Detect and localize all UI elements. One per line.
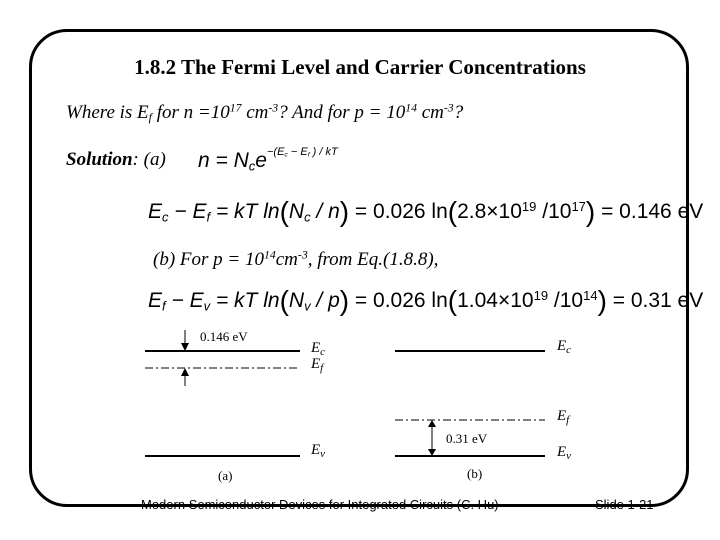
equation-electron-density: $n = N_ce^{-(E_c - E_f ) / kT}$ — [198, 146, 338, 174]
equation-ec-minus-ef: $E_c - E_f$ = kT $\ln(N_c / n) = 0.026$ $\ln(2.8\times 10^{19}$ $/10^{17}) = 0.146$ eV — [148, 196, 704, 227]
diagram-b-caption: (b) — [467, 466, 483, 481]
diagram-a-caption: (a) — [218, 468, 233, 483]
diagram-a-energy-label: 0.146 eV — [200, 329, 248, 344]
footer-slide-number: Slide 1-21 — [595, 497, 654, 512]
diagram-b-ec-label: $E_c$ — [557, 338, 572, 356]
band-a-arrow-top-head — [181, 343, 189, 351]
band-b-arrow-up-head — [428, 420, 436, 427]
part-b-text: (b) For $p = 10^{14}cm^{-3}$, from Eq.(1.8.8), — [153, 248, 439, 270]
equation-ef-minus-ev: $E_f - E_v$ = kT $\ln(N_v / p) = 0.026$ $\ln(1.04\times 10^{19}$ $/10^{14}) = 0.31$ eV — [148, 285, 704, 316]
diagram-a-ec-label: $E_c$ — [311, 340, 326, 358]
footer-source: Modern Semiconductor Devices for Integrated Circuits (C. Hu) — [141, 497, 499, 512]
question-text: Where is $E_f$ for $n =10^{17}$ $cm^{-3}$? And for $p = 10^{14}$ $cm^{-3}$? — [66, 101, 464, 124]
diagram-b-ef-label: $E_f$ — [557, 408, 570, 426]
diagram-a-ev-label: $E_v$ — [311, 442, 326, 460]
diagram-b-energy-label: 0.31 eV — [446, 431, 488, 446]
band-b-arrow-down-head — [428, 449, 436, 456]
diagram-a-ef-label: $E_f$ — [311, 356, 324, 374]
slide-title: 1.8.2 The Fermi Level and Carrier Concentrations — [134, 55, 586, 79]
band-a-arrow-bottom-head — [181, 368, 189, 376]
solution-label: Solution: (a) — [66, 149, 166, 170]
diagram-b-ev-label: $E_v$ — [557, 444, 572, 462]
